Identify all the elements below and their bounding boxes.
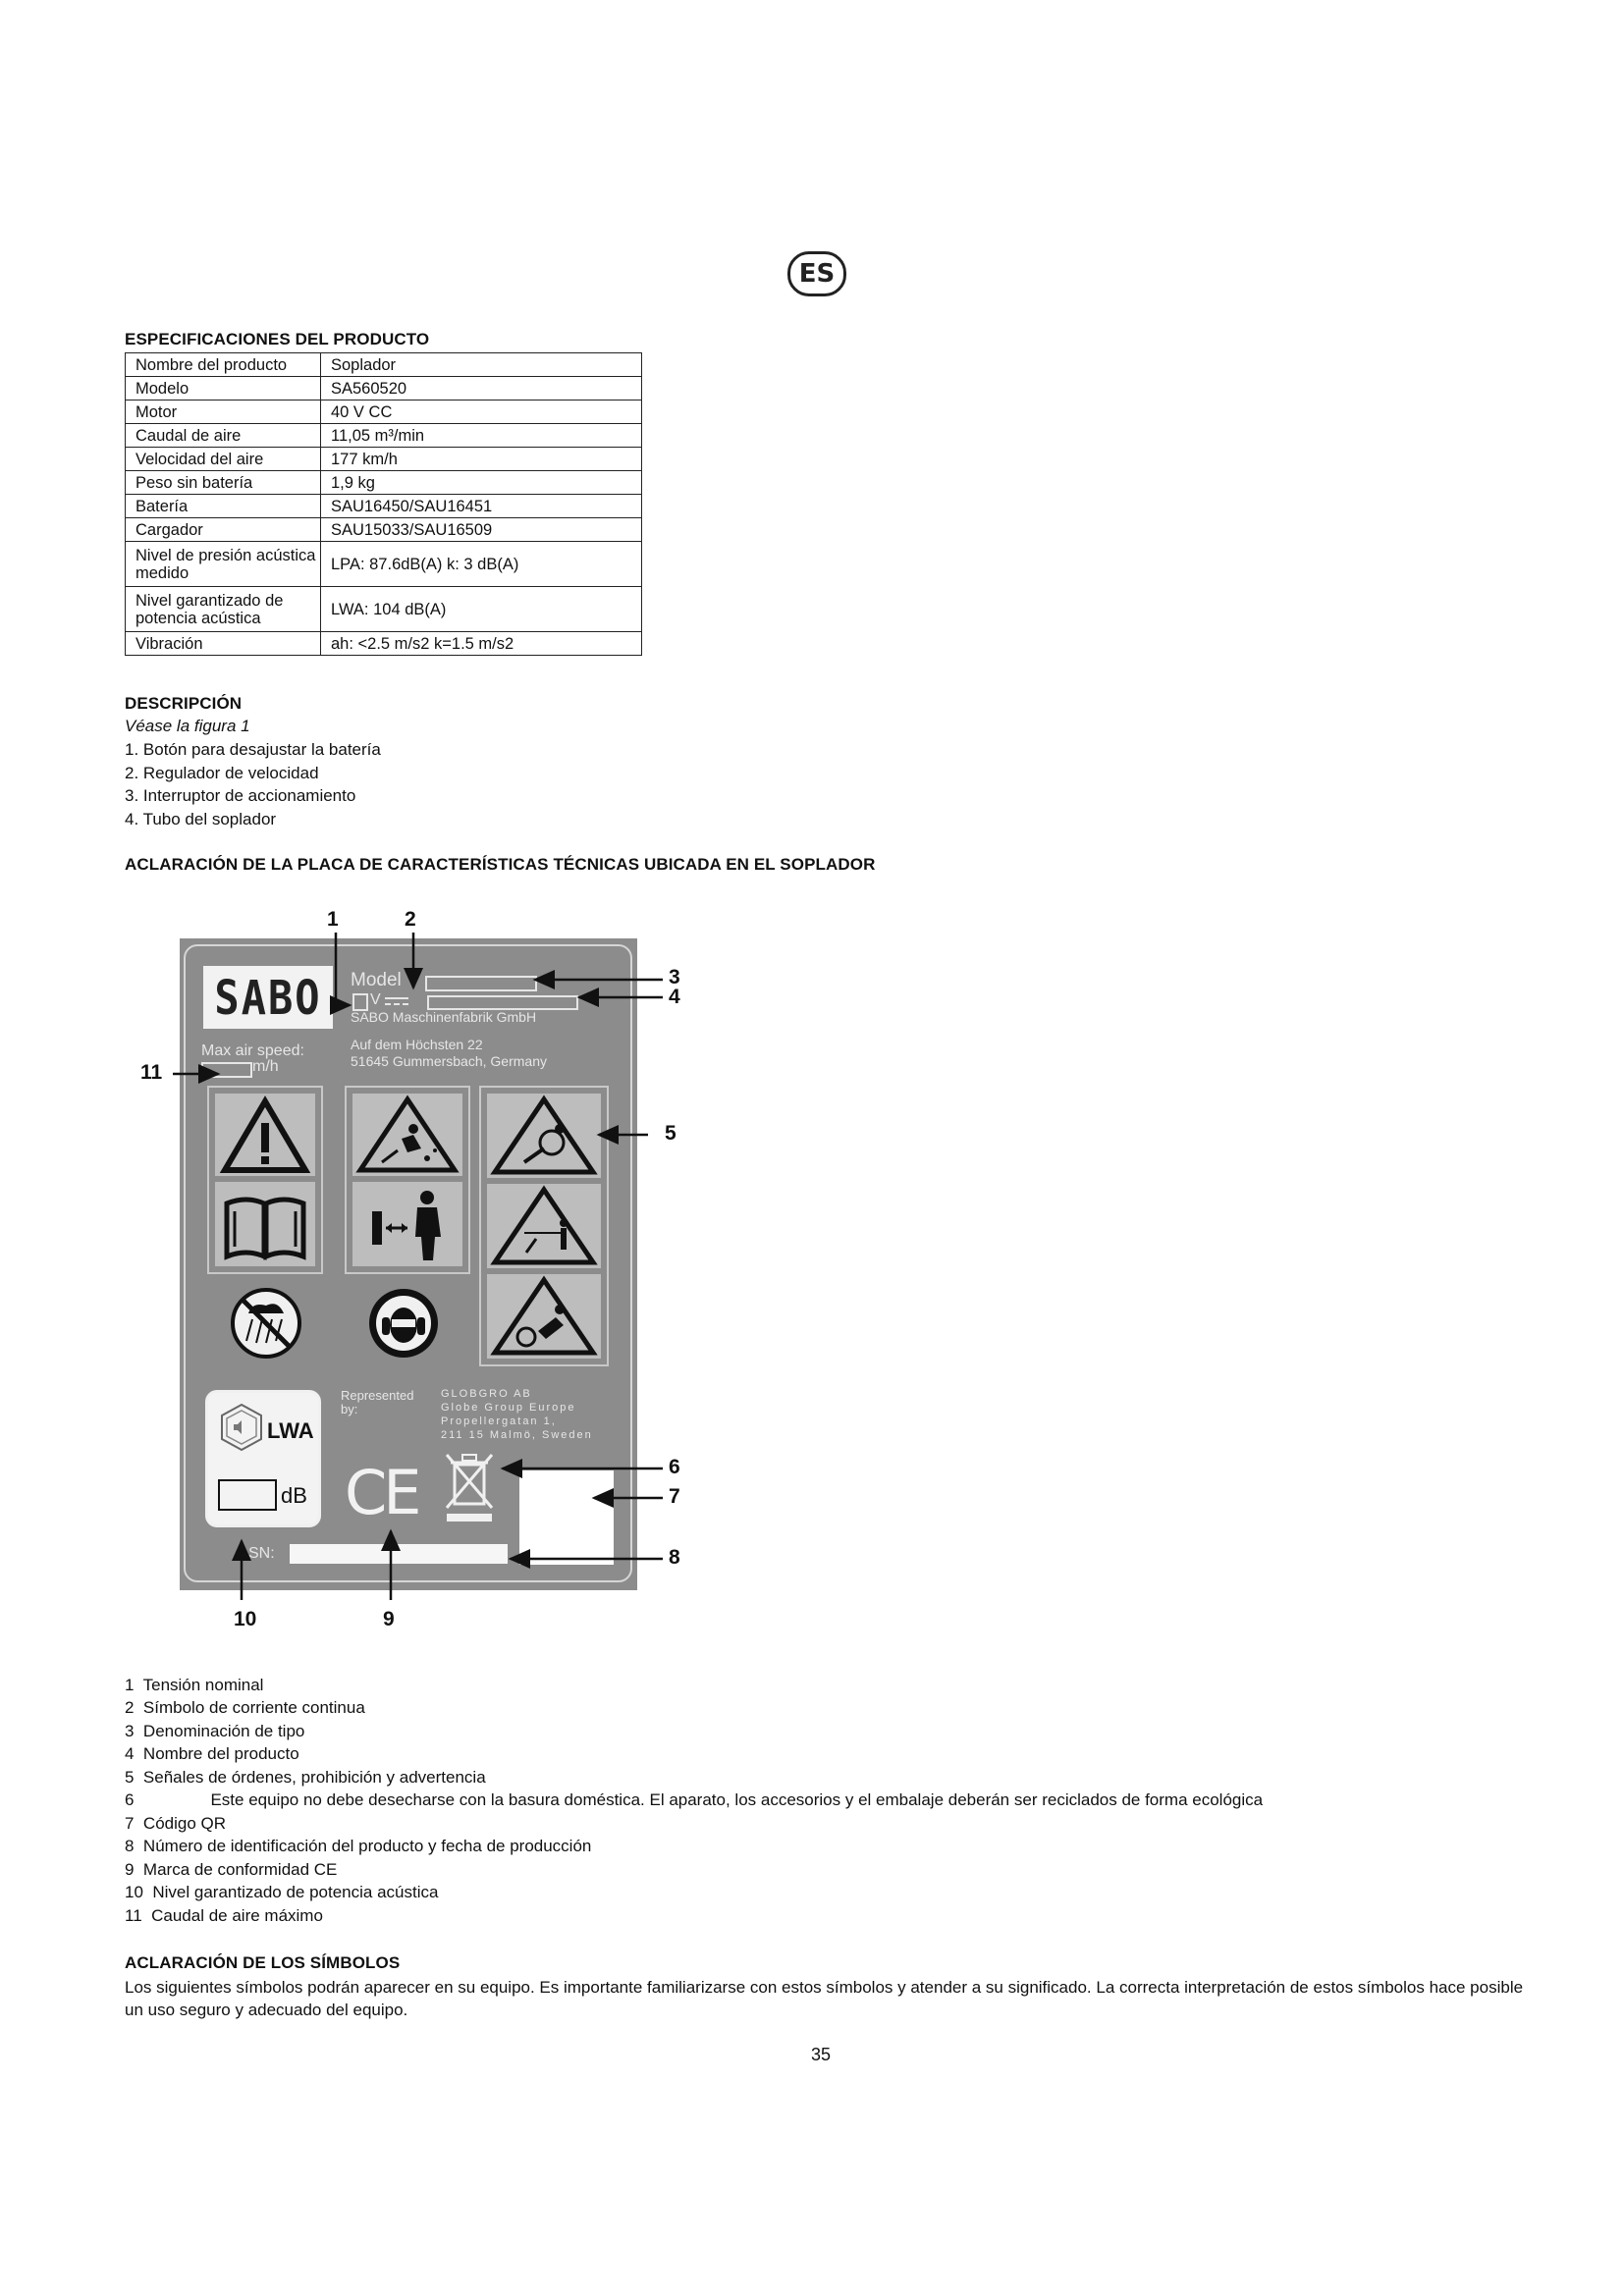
rep-line-3: Propellergatan 1,	[441, 1415, 557, 1427]
spec-label: Nivel de presión acústica medido	[126, 542, 321, 587]
rotating-parts-icon	[487, 1094, 601, 1178]
list-item: 4. Tubo del soplador	[125, 810, 277, 828]
spec-label: Vibración	[126, 632, 321, 656]
manual-book-icon	[215, 1182, 315, 1266]
serial-number-field	[290, 1544, 508, 1564]
table-row	[126, 353, 642, 377]
callout-3: 3	[669, 966, 680, 988]
product-name-field	[427, 995, 578, 1010]
table-row	[126, 495, 642, 518]
qr-code-area	[519, 1470, 614, 1565]
lwa-label: LWA	[267, 1418, 314, 1443]
spec-value: 40 V CC	[321, 400, 642, 424]
legend-item: 7 Código QR	[125, 1814, 227, 1833]
spec-label: Batería	[126, 495, 321, 518]
table-row	[126, 424, 642, 448]
model-field	[425, 976, 537, 991]
page-number: 35	[811, 2045, 832, 2064]
ear-eye-protection-icon	[366, 1286, 441, 1361]
legend-item: 2 Símbolo de corriente continua	[125, 1698, 365, 1717]
spec-label: Modelo	[126, 377, 321, 400]
language-badge: ES	[787, 251, 846, 296]
voltage-label: V	[370, 991, 381, 1008]
legend-item: 10 Nivel garantizado de potencia acústica	[125, 1883, 439, 1901]
callout-5: 5	[665, 1122, 677, 1145]
spec-label: Peso sin batería	[126, 471, 321, 495]
table-row	[126, 542, 642, 587]
lwa-value-field	[218, 1479, 277, 1511]
table-row	[126, 400, 642, 424]
specs-table	[125, 352, 642, 656]
sign-group-a	[207, 1086, 323, 1274]
max-air-speed-unit: m/h	[252, 1058, 279, 1075]
legend-item: 4 Nombre del producto	[125, 1744, 299, 1763]
sign-group-b	[345, 1086, 470, 1274]
legend-item: 1 Tensión nominal	[125, 1676, 264, 1694]
callout-6: 6	[669, 1456, 680, 1478]
callout-9: 9	[383, 1608, 395, 1630]
list-item: 1. Botón para desajustar la batería	[125, 740, 381, 759]
spec-value: Soplador	[321, 353, 642, 377]
callout-2: 2	[405, 908, 416, 931]
address-line-1: Auf dem Höchsten 22	[351, 1037, 483, 1052]
represented-label: Represented	[341, 1388, 414, 1403]
spec-value: LWA: 104 dB(A)	[321, 587, 642, 632]
callout-10: 10	[234, 1608, 257, 1630]
description-heading: DESCRIPCIÓN	[125, 694, 243, 713]
legend-item: 6 Este equipo no debe desecharse con la basura doméstica. El aparato, los accesorios y el embalaje deberán ser reciclados de forma ecológica	[125, 1790, 1264, 1809]
spec-label: Motor	[126, 400, 321, 424]
warning-icon	[215, 1094, 315, 1176]
spec-value: SA560520	[321, 377, 642, 400]
symbols-heading: ACLARACIÓN DE LOS SÍMBOLOS	[125, 1953, 401, 1972]
sign-group-c	[479, 1086, 609, 1366]
spec-value: 11,05 m³/min	[321, 424, 642, 448]
spec-value: ah: <2.5 m/s2 k=1.5 m/s2	[321, 632, 642, 656]
list-item: 2. Regulador de velocidad	[125, 764, 319, 782]
sabo-logo: SABO	[203, 966, 333, 1029]
callout-1: 1	[327, 908, 339, 931]
legend-item: 8 Número de identificación del producto y fecha de producción	[125, 1837, 592, 1855]
spec-value: 177 km/h	[321, 448, 642, 471]
dc-symbol-icon	[384, 995, 409, 1007]
ce-mark-icon: CE	[345, 1457, 418, 1528]
callout-4: 4	[669, 986, 680, 1008]
spec-label: Velocidad del aire	[126, 448, 321, 471]
address-line-2: 51645 Gummersbach, Germany	[351, 1053, 547, 1069]
spec-value: LPA: 87.6dB(A) k: 3 dB(A)	[321, 542, 642, 587]
max-air-speed-field	[201, 1062, 252, 1078]
specs-heading: ESPECIFICACIONES DEL PRODUCTO	[125, 330, 430, 348]
spec-value: SAU15033/SAU16509	[321, 518, 642, 542]
table-row	[126, 518, 642, 542]
table-row	[126, 471, 642, 495]
safety-distance-icon	[487, 1184, 601, 1268]
legend-item: 11 Caudal de aire máximo	[125, 1906, 323, 1925]
rep-line-4: 211 15 Malmö, Sweden	[441, 1429, 593, 1441]
legend-item: 3 Denominación de tipo	[125, 1722, 305, 1740]
rep-line-1: GLOBGRO AB	[441, 1388, 532, 1400]
hot-surface-icon	[487, 1274, 601, 1359]
see-figure-note: Véase la figura 1	[125, 717, 250, 735]
rep-line-2: Globe Group Europe	[441, 1402, 576, 1414]
list-item: 3. Interruptor de accionamiento	[125, 786, 356, 805]
keep-distance-icon	[352, 1182, 462, 1266]
table-row	[126, 587, 642, 632]
no-rain-icon	[229, 1286, 303, 1361]
table-row	[126, 377, 642, 400]
plate-section-heading: ACLARACIÓN DE LA PLACA DE CARACTERÍSTICAS TÉCNICAS UBICADA EN EL SOPLADOR	[125, 855, 876, 874]
spec-label: Caudal de aire	[126, 424, 321, 448]
table-row	[126, 448, 642, 471]
sn-label: SN:	[248, 1545, 275, 1562]
legend-item: 9 Marca de conformidad CE	[125, 1860, 338, 1879]
legend-item: 5 Señales de órdenes, prohibición y advertencia	[125, 1768, 486, 1787]
spec-value: SAU16450/SAU16451	[321, 495, 642, 518]
symbols-paragraph-line-1: Los siguientes símbolos podrán aparecer en su equipo. Es importante familiarizarse con estos símbolos y atender a su significado. La correcta interpretación de estos símbolos hace posible	[125, 1978, 1524, 1997]
lwa-box	[205, 1390, 321, 1527]
callout-8: 8	[669, 1546, 680, 1569]
weee-bin-icon	[443, 1449, 496, 1523]
manufacturer-text: SABO Maschinenfabrik GmbH	[351, 1009, 537, 1025]
model-label: Model	[351, 970, 402, 990]
sound-power-icon	[218, 1403, 265, 1452]
max-air-speed-label: Max air speed:	[201, 1042, 304, 1059]
spec-value: 1,9 kg	[321, 471, 642, 495]
spec-label: Cargador	[126, 518, 321, 542]
symbols-paragraph-line-2: un uso seguro y adecuado del equipo.	[125, 2001, 408, 2019]
thrown-objects-icon	[352, 1094, 462, 1176]
db-label: dB	[281, 1483, 307, 1508]
rating-plate	[180, 938, 637, 1590]
table-row	[126, 632, 642, 656]
callout-7: 7	[669, 1485, 680, 1508]
spec-label: Nivel garantizado de potencia acústica	[126, 587, 321, 632]
callout-11: 11	[140, 1061, 163, 1084]
by-label: by:	[341, 1402, 358, 1416]
spec-label: Nombre del producto	[126, 353, 321, 377]
